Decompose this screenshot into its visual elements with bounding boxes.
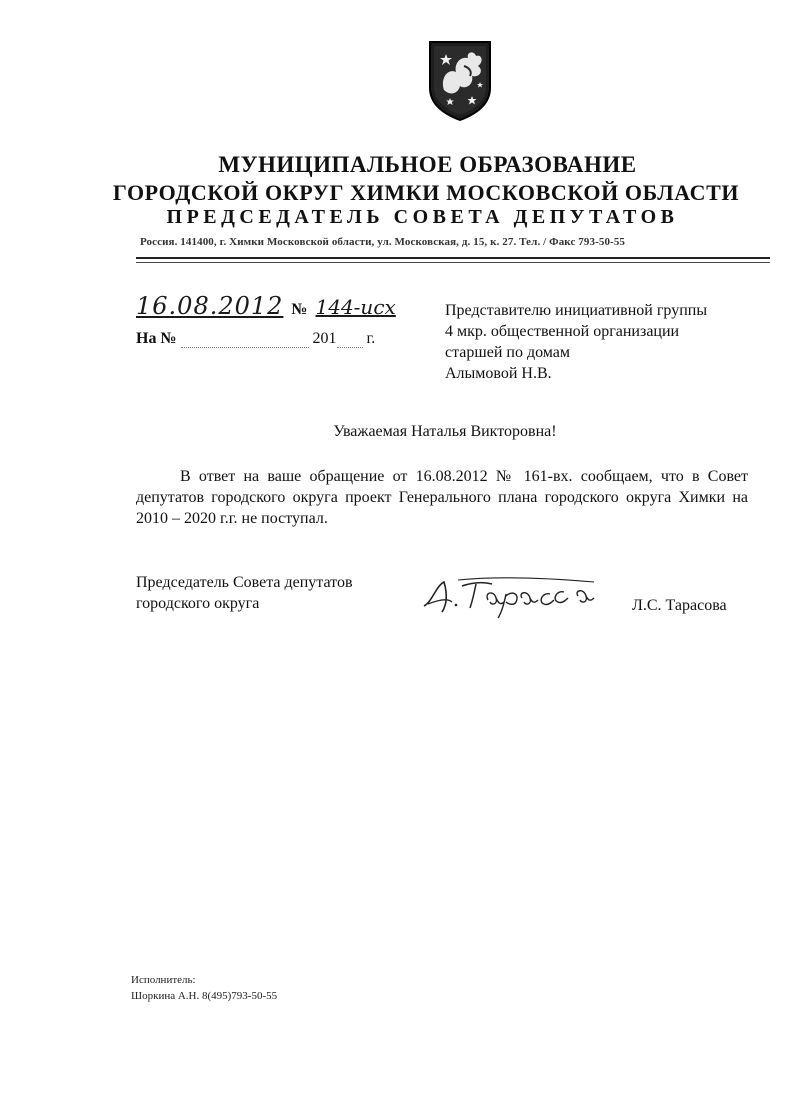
letter-body: В ответ на ваше обращение от 16.08.2012 № 161-вх. сообщаем, что в Совет депутатов городского округа проект Генерального плана городского округа Химки на 2010 – 2020 г.г. не поступал. <box>136 468 748 527</box>
header-line-district: ГОРОДСКОЙ ОКРУГ ХИМКИ МОСКОВСКОЙ ОБЛАСТИ <box>112 180 740 205</box>
header-divider-thick <box>136 257 770 259</box>
signatory-title-line: Председатель Совета депутатов <box>136 574 353 591</box>
header-divider-thin <box>136 262 770 263</box>
recipient-line: Алымовой Н.В. <box>445 365 552 382</box>
recipient-block <box>445 300 707 384</box>
outgoing-number-label: № <box>291 301 308 318</box>
recipient-line: Представителю инициативной группы <box>445 302 708 319</box>
reference-year: 201 <box>312 330 337 347</box>
outgoing-date: 16.08.2012 <box>136 292 284 320</box>
coat-of-arms-icon <box>426 38 494 122</box>
recipient-line: 4 мкр. общественной организации <box>445 323 680 340</box>
executor-block <box>131 972 277 1004</box>
executor-label: Исполнитель: <box>131 974 196 986</box>
reference-number-blank <box>181 333 309 348</box>
signatory-name: Л.С. Тарасова <box>632 597 727 614</box>
header-line-organization: МУНИЦИПАЛЬНОЕ ОБРАЗОВАНИЕ <box>218 152 637 177</box>
handwritten-signature <box>418 572 598 620</box>
signatory-title-line: городского округа <box>136 595 260 612</box>
registration-line <box>136 292 396 320</box>
reference-label: На № <box>136 330 177 347</box>
reference-suffix: г. <box>366 330 376 347</box>
outgoing-number: 144-исх <box>315 295 396 319</box>
header-line-position: ПРЕДСЕДАТЕЛЬ СОВЕТА ДЕПУТАТОВ <box>166 206 679 228</box>
reference-year-blank <box>337 333 363 348</box>
signatory-title <box>136 572 353 614</box>
salutation: Уважаемая Наталья Викторовна! <box>333 423 557 440</box>
recipient-line: старшей по домам <box>445 344 571 361</box>
reference-line <box>136 330 375 348</box>
executor-contact: Шоркина А.Н. 8(495)793-50-55 <box>131 990 278 1002</box>
header-address: Россия. 141400, г. Химки Московской области, ул. Московская, д. 15, к. 27. Тел. / Факс 793-50-55 <box>140 236 626 248</box>
